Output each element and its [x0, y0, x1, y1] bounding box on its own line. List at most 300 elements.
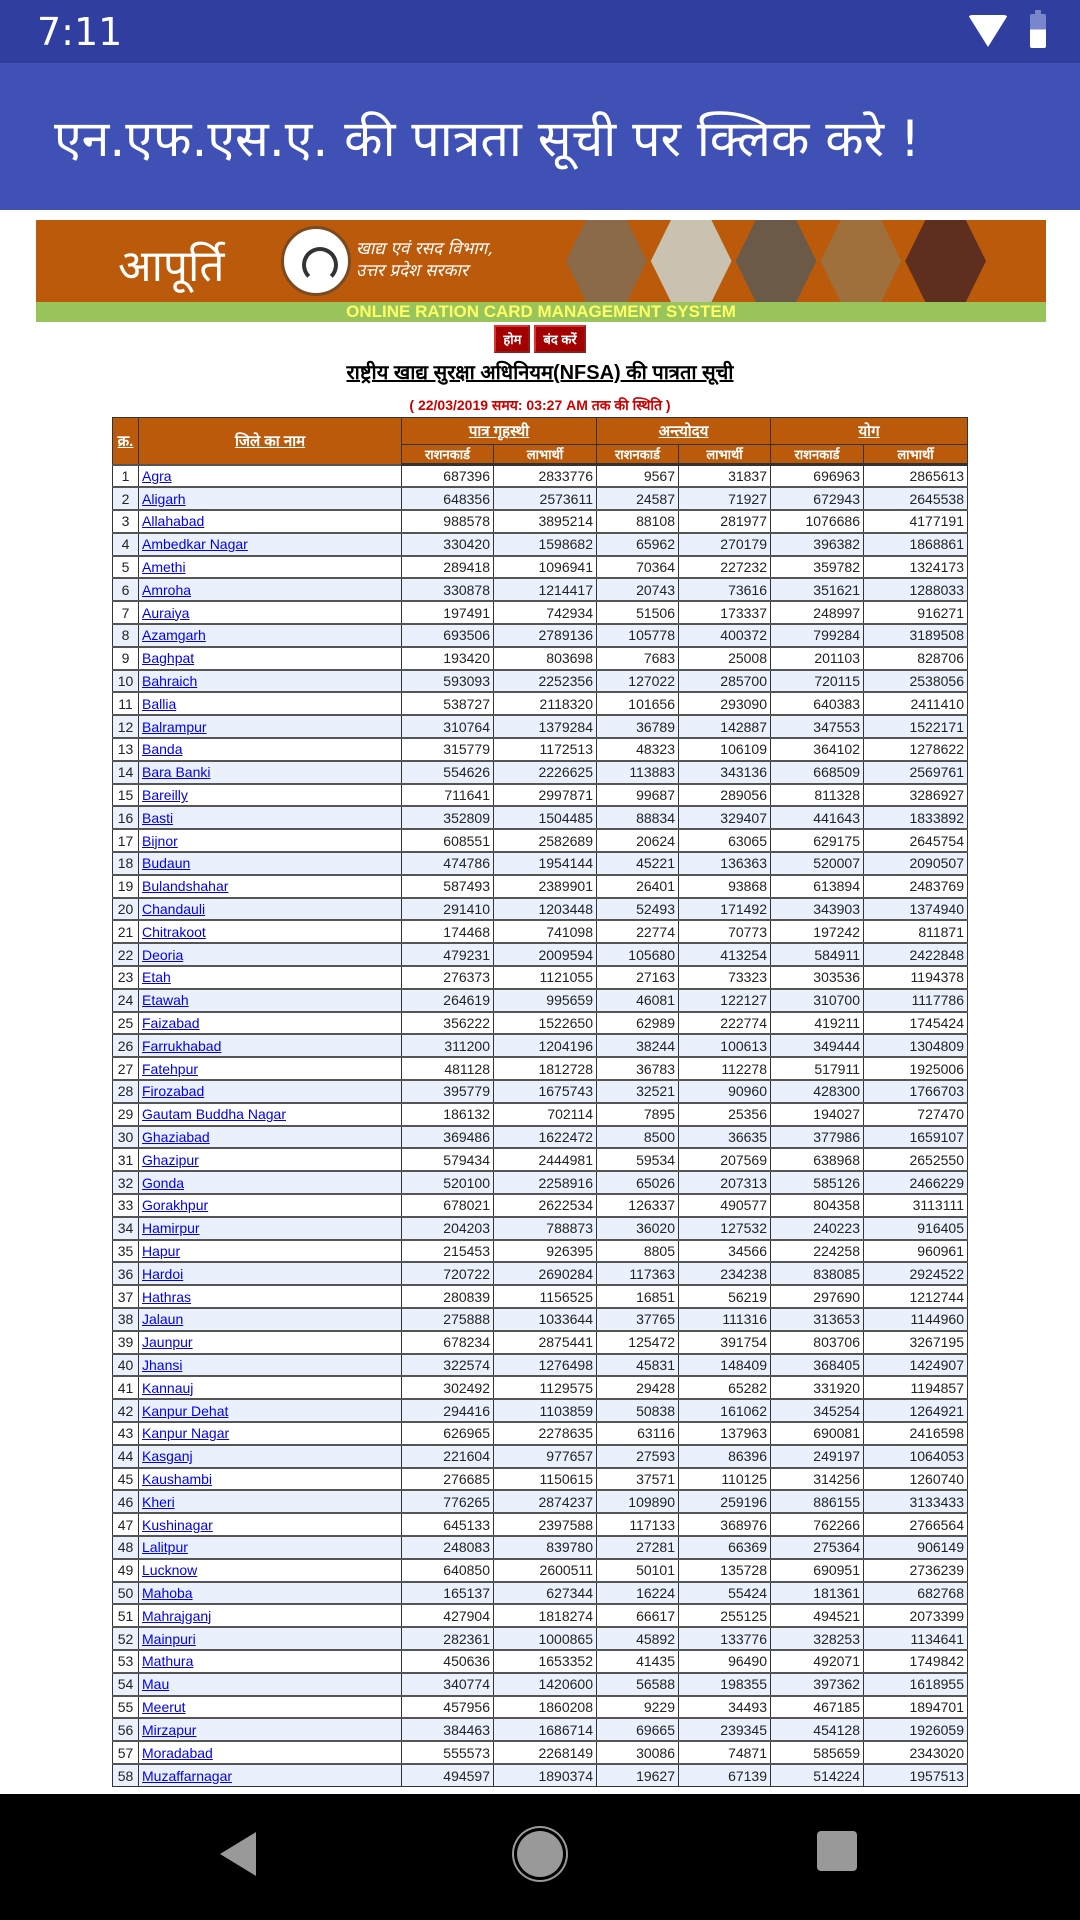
value-cell: 37765 — [597, 1308, 679, 1331]
value-cell: 397362 — [771, 1673, 864, 1696]
value-cell: 264619 — [402, 989, 494, 1012]
value-cell: 2073399 — [864, 1604, 968, 1627]
value-cell: 554626 — [402, 761, 494, 784]
value-cell: 45831 — [597, 1354, 679, 1377]
value-cell: 1749842 — [864, 1650, 968, 1673]
value-cell: 520007 — [771, 852, 864, 875]
table-row — [113, 829, 968, 852]
value-cell: 520100 — [402, 1171, 494, 1194]
district-link[interactable]: Jaunpur — [142, 1334, 193, 1351]
value-cell: 340774 — [402, 1673, 494, 1696]
row-number: 45 — [113, 1468, 139, 1491]
district-cell — [139, 1308, 402, 1331]
value-cell: 428300 — [771, 1080, 864, 1103]
value-cell: 579434 — [402, 1148, 494, 1171]
value-cell: 2483769 — [864, 875, 968, 898]
district-cell — [139, 465, 402, 488]
district-link[interactable]: Hathras — [142, 1288, 192, 1305]
value-cell: 593093 — [402, 670, 494, 693]
value-cell: 289418 — [402, 556, 494, 579]
value-cell: 2118320 — [494, 692, 597, 715]
close-button[interactable]: बंद करें — [534, 325, 585, 353]
value-cell: 297690 — [771, 1285, 864, 1308]
value-cell: 66617 — [597, 1604, 679, 1627]
district-link[interactable]: Amroha — [142, 581, 192, 598]
value-cell: 839780 — [494, 1536, 597, 1559]
banner-photo — [566, 220, 647, 302]
home-button[interactable]: होम — [494, 325, 530, 353]
district-cell — [139, 1285, 402, 1308]
value-cell: 275364 — [771, 1536, 864, 1559]
value-cell: 811871 — [864, 920, 968, 943]
row-number: 39 — [113, 1331, 139, 1354]
value-cell: 585126 — [771, 1171, 864, 1194]
district-link[interactable]: Banda — [142, 741, 183, 758]
value-cell: 803706 — [771, 1331, 864, 1354]
district-link[interactable]: Aligarh — [142, 490, 186, 507]
district-cell — [139, 738, 402, 761]
value-cell: 400372 — [679, 624, 771, 647]
value-cell: 328253 — [771, 1627, 864, 1650]
district-link[interactable]: Kannauj — [142, 1379, 194, 1396]
table-row — [113, 578, 968, 601]
value-cell: 364102 — [771, 738, 864, 761]
row-number: 55 — [113, 1696, 139, 1719]
value-cell: 240223 — [771, 1217, 864, 1240]
value-cell: 3113111 — [864, 1194, 968, 1217]
value-cell: 2422848 — [864, 943, 968, 966]
district-cell — [139, 1490, 402, 1513]
col-header-antyodaya: अन्त्योदय — [597, 418, 771, 445]
district-link[interactable]: Etawah — [142, 992, 189, 1009]
row-number: 47 — [113, 1513, 139, 1536]
row-number: 19 — [113, 875, 139, 898]
value-cell: 788873 — [494, 1217, 597, 1240]
value-cell: 359782 — [771, 556, 864, 579]
value-cell: 133776 — [679, 1627, 771, 1650]
status-icons — [968, 14, 1046, 48]
value-cell: 234238 — [679, 1262, 771, 1285]
value-cell: 8805 — [597, 1240, 679, 1263]
value-cell: 34566 — [679, 1240, 771, 1263]
col-header-total: योग — [771, 418, 968, 445]
value-cell: 1957513 — [864, 1764, 968, 1787]
row-number: 16 — [113, 806, 139, 829]
district-link[interactable]: Ghazipur — [142, 1151, 199, 1168]
value-cell: 330878 — [402, 578, 494, 601]
value-cell: 315779 — [402, 738, 494, 761]
value-cell: 194027 — [771, 1103, 864, 1126]
district-link[interactable]: Kheri — [142, 1493, 175, 1510]
value-cell: 135728 — [679, 1559, 771, 1582]
value-cell: 100613 — [679, 1034, 771, 1057]
value-cell: 2090507 — [864, 852, 968, 875]
district-cell — [139, 1034, 402, 1057]
value-cell: 377986 — [771, 1126, 864, 1149]
value-cell: 125472 — [597, 1331, 679, 1354]
value-cell: 481128 — [402, 1057, 494, 1080]
value-cell: 2833776 — [494, 465, 597, 488]
value-cell: 668509 — [771, 761, 864, 784]
value-cell: 396382 — [771, 533, 864, 556]
district-link[interactable]: Gorakhpur — [142, 1197, 209, 1214]
value-cell: 479231 — [402, 943, 494, 966]
value-cell: 117133 — [597, 1513, 679, 1536]
value-cell: 90960 — [679, 1080, 771, 1103]
value-cell: 50838 — [597, 1399, 679, 1422]
district-link[interactable]: Fatehpur — [142, 1060, 199, 1077]
value-cell: 555573 — [402, 1741, 494, 1764]
value-cell: 2645754 — [864, 829, 968, 852]
table-row — [113, 1262, 968, 1285]
value-cell: 7895 — [597, 1103, 679, 1126]
district-link[interactable]: Mathura — [142, 1653, 194, 1670]
nfsa-eligibility-table — [112, 417, 968, 1787]
row-number: 36 — [113, 1262, 139, 1285]
row-number: 2 — [113, 487, 139, 510]
value-cell: 2538056 — [864, 670, 968, 693]
value-cell: 173337 — [679, 601, 771, 624]
value-cell: 1925006 — [864, 1057, 968, 1080]
value-cell: 629175 — [771, 829, 864, 852]
col-header-district: जिले का नाम — [139, 418, 402, 465]
value-cell: 161062 — [679, 1399, 771, 1422]
table-row — [113, 601, 968, 624]
value-cell: 330420 — [402, 533, 494, 556]
district-link[interactable]: Bijnor — [142, 832, 178, 849]
table-row — [113, 1171, 968, 1194]
district-cell — [139, 1536, 402, 1559]
district-link[interactable]: Basti — [142, 809, 174, 826]
district-link[interactable]: Lalitpur — [142, 1539, 188, 1556]
district-link[interactable]: Budaun — [142, 855, 191, 872]
value-cell: 281977 — [679, 510, 771, 533]
value-cell: 127532 — [679, 1217, 771, 1240]
row-number: 14 — [113, 761, 139, 784]
row-number: 58 — [113, 1764, 139, 1787]
value-cell: 2875441 — [494, 1331, 597, 1354]
district-link[interactable]: Hamirpur — [142, 1220, 200, 1237]
value-cell: 690081 — [771, 1422, 864, 1445]
district-link[interactable]: Mahrajganj — [142, 1607, 212, 1624]
value-cell: 638968 — [771, 1148, 864, 1171]
table-row — [113, 989, 968, 1012]
district-link[interactable]: Kaushambi — [142, 1470, 213, 1487]
value-cell: 1150615 — [494, 1468, 597, 1491]
row-number: 54 — [113, 1673, 139, 1696]
value-cell: 1103859 — [494, 1399, 597, 1422]
value-cell: 384463 — [402, 1718, 494, 1741]
value-cell: 19627 — [597, 1764, 679, 1787]
banner-photos — [566, 220, 986, 302]
district-link[interactable]: Hardoi — [142, 1265, 184, 1282]
row-number: 21 — [113, 920, 139, 943]
table-row — [113, 510, 968, 533]
value-cell: 74871 — [679, 1741, 771, 1764]
district-cell — [139, 1445, 402, 1468]
value-cell: 25356 — [679, 1103, 771, 1126]
value-cell: 41435 — [597, 1650, 679, 1673]
row-number: 5 — [113, 556, 139, 579]
table-row — [113, 692, 968, 715]
row-number: 9 — [113, 647, 139, 670]
value-cell: 988578 — [402, 510, 494, 533]
value-cell: 136363 — [679, 852, 771, 875]
value-cell: 207313 — [679, 1171, 771, 1194]
district-link[interactable]: Bareilly — [142, 787, 188, 804]
value-cell: 310700 — [771, 989, 864, 1012]
value-cell: 291410 — [402, 898, 494, 921]
district-link[interactable]: Deoria — [142, 946, 184, 963]
value-cell: 45892 — [597, 1627, 679, 1650]
value-cell: 276373 — [402, 966, 494, 989]
value-cell: 926395 — [494, 1240, 597, 1263]
district-link[interactable]: Farrukhabad — [142, 1037, 222, 1054]
value-cell: 693506 — [402, 624, 494, 647]
value-cell: 197491 — [402, 601, 494, 624]
table-row — [113, 1559, 968, 1582]
district-link[interactable]: Ambedkar Nagar — [142, 536, 248, 553]
row-number: 38 — [113, 1308, 139, 1331]
value-cell: 2997871 — [494, 784, 597, 807]
district-cell — [139, 898, 402, 921]
value-cell: 46081 — [597, 989, 679, 1012]
value-cell: 2736239 — [864, 1559, 968, 1582]
table-row — [113, 966, 968, 989]
table-row — [113, 715, 968, 738]
row-number: 7 — [113, 601, 139, 624]
row-number: 23 — [113, 966, 139, 989]
district-link[interactable]: Kushinagar — [142, 1516, 213, 1533]
value-cell: 514224 — [771, 1764, 864, 1787]
value-cell: 9229 — [597, 1696, 679, 1719]
district-link[interactable]: Hapur — [142, 1242, 181, 1259]
value-cell: 122127 — [679, 989, 771, 1012]
table-row — [113, 1285, 968, 1308]
district-link[interactable]: Kanpur Nagar — [142, 1425, 230, 1442]
district-link[interactable]: Allahabad — [142, 513, 205, 530]
value-cell: 349444 — [771, 1034, 864, 1057]
value-cell: 20743 — [597, 578, 679, 601]
value-cell: 201103 — [771, 647, 864, 670]
district-link[interactable]: Etah — [142, 969, 171, 986]
value-cell: 2569761 — [864, 761, 968, 784]
district-link[interactable]: Lucknow — [142, 1562, 198, 1579]
district-link[interactable]: Baghpat — [142, 650, 195, 667]
value-cell: 73323 — [679, 966, 771, 989]
district-cell — [139, 989, 402, 1012]
value-cell: 811328 — [771, 784, 864, 807]
value-cell: 96490 — [679, 1650, 771, 1673]
banner-photo — [651, 220, 732, 302]
value-cell: 1214417 — [494, 578, 597, 601]
value-cell: 193420 — [402, 647, 494, 670]
value-cell: 1064053 — [864, 1445, 968, 1468]
table-row — [113, 898, 968, 921]
district-link[interactable]: Mirzapur — [142, 1721, 197, 1738]
district-link[interactable]: Chitrakoot — [142, 923, 206, 940]
value-cell: 62989 — [597, 1012, 679, 1035]
district-link[interactable]: Bara Banki — [142, 764, 211, 781]
value-cell: 2865613 — [864, 465, 968, 488]
district-link[interactable]: Firozabad — [142, 1083, 205, 1100]
row-number: 49 — [113, 1559, 139, 1582]
up-emblem-icon — [281, 226, 351, 296]
table-row — [113, 1331, 968, 1354]
value-cell: 4177191 — [864, 510, 968, 533]
banner-photo — [736, 220, 817, 302]
home-circle-icon[interactable] — [517, 1831, 563, 1877]
district-link[interactable]: Mau — [142, 1676, 170, 1693]
district-link[interactable]: Chandauli — [142, 901, 206, 918]
table-row — [113, 1604, 968, 1627]
value-cell: 2444981 — [494, 1148, 597, 1171]
value-cell: 310764 — [402, 715, 494, 738]
district-cell — [139, 1194, 402, 1217]
value-cell: 1504485 — [494, 806, 597, 829]
row-number: 40 — [113, 1354, 139, 1377]
table-row — [113, 943, 968, 966]
district-cell — [139, 1604, 402, 1627]
row-number: 42 — [113, 1399, 139, 1422]
district-cell — [139, 1582, 402, 1605]
value-cell: 2690284 — [494, 1262, 597, 1285]
value-cell: 221604 — [402, 1445, 494, 1468]
value-cell: 690951 — [771, 1559, 864, 1582]
nav-buttons — [0, 325, 1080, 353]
district-cell — [139, 943, 402, 966]
row-number: 56 — [113, 1718, 139, 1741]
row-number: 26 — [113, 1034, 139, 1057]
table-row — [113, 1718, 968, 1741]
district-link[interactable]: Mainpuri — [142, 1630, 196, 1647]
table-row — [113, 1627, 968, 1650]
back-icon[interactable] — [220, 1832, 256, 1876]
district-cell — [139, 1627, 402, 1650]
district-link[interactable]: Moradabad — [142, 1744, 213, 1761]
wifi-icon — [968, 15, 1008, 47]
value-cell: 171492 — [679, 898, 771, 921]
table-row — [113, 1513, 968, 1536]
row-number: 30 — [113, 1126, 139, 1149]
table-row — [113, 1582, 968, 1605]
value-cell: 2622534 — [494, 1194, 597, 1217]
district-link[interactable]: Bahraich — [142, 673, 198, 690]
district-cell — [139, 1012, 402, 1035]
value-cell: 427904 — [402, 1604, 494, 1627]
district-cell — [139, 1240, 402, 1263]
value-cell: 3895214 — [494, 510, 597, 533]
value-cell: 1194857 — [864, 1376, 968, 1399]
district-link[interactable]: Muzaffarnagar — [142, 1767, 233, 1784]
value-cell: 117363 — [597, 1262, 679, 1285]
district-link[interactable]: Faizabad — [142, 1015, 200, 1032]
value-cell: 56588 — [597, 1673, 679, 1696]
district-cell — [139, 1057, 402, 1080]
value-cell: 38244 — [597, 1034, 679, 1057]
value-cell: 52493 — [597, 898, 679, 921]
district-cell — [139, 806, 402, 829]
recent-apps-icon[interactable] — [817, 1831, 857, 1871]
district-link[interactable]: Ballia — [142, 695, 177, 712]
value-cell: 314256 — [771, 1468, 864, 1491]
value-cell: 227232 — [679, 556, 771, 579]
district-link[interactable]: Jalaun — [142, 1311, 184, 1328]
district-cell — [139, 578, 402, 601]
value-cell: 110125 — [679, 1468, 771, 1491]
district-link[interactable]: Azamgarh — [142, 627, 206, 644]
district-link[interactable]: Agra — [142, 467, 172, 484]
district-cell — [139, 487, 402, 510]
row-number: 13 — [113, 738, 139, 761]
value-cell: 1203448 — [494, 898, 597, 921]
value-cell: 3189508 — [864, 624, 968, 647]
table-row — [113, 1696, 968, 1719]
value-cell: 36789 — [597, 715, 679, 738]
value-cell: 1033644 — [494, 1308, 597, 1331]
value-cell: 106109 — [679, 738, 771, 761]
row-number: 15 — [113, 784, 139, 807]
value-cell: 467185 — [771, 1696, 864, 1719]
value-cell: 2268149 — [494, 1741, 597, 1764]
district-link[interactable]: Amethi — [142, 559, 186, 576]
value-cell: 799284 — [771, 624, 864, 647]
district-link[interactable]: Gonda — [142, 1174, 185, 1191]
value-cell: 1686714 — [494, 1718, 597, 1741]
value-cell: 494597 — [402, 1764, 494, 1787]
row-number: 11 — [113, 692, 139, 715]
district-cell — [139, 761, 402, 784]
row-number: 51 — [113, 1604, 139, 1627]
district-cell — [139, 601, 402, 624]
banner-photo — [905, 220, 986, 302]
value-cell: 391754 — [679, 1331, 771, 1354]
value-cell: 490577 — [679, 1194, 771, 1217]
value-cell: 112278 — [679, 1057, 771, 1080]
district-cell — [139, 1354, 402, 1377]
row-number: 17 — [113, 829, 139, 852]
district-link[interactable]: Bulandshahar — [142, 878, 229, 895]
value-cell: 71927 — [679, 487, 771, 510]
value-cell: 345254 — [771, 1399, 864, 1422]
value-cell: 73616 — [679, 578, 771, 601]
district-link[interactable]: Gautam Buddha Nagar — [142, 1106, 286, 1123]
district-link[interactable]: Auraiya — [142, 604, 190, 621]
district-link[interactable]: Balrampur — [142, 718, 207, 735]
value-cell: 275888 — [402, 1308, 494, 1331]
district-link[interactable]: Meerut — [142, 1698, 186, 1715]
district-link[interactable]: Ghaziabad — [142, 1129, 210, 1145]
value-cell: 63116 — [597, 1422, 679, 1445]
webview[interactable] — [0, 210, 1080, 1794]
district-link[interactable]: Mahoba — [142, 1584, 193, 1601]
district-link[interactable]: Jhansi — [142, 1356, 183, 1373]
value-cell: 26401 — [597, 875, 679, 898]
value-cell: 1000865 — [494, 1627, 597, 1650]
table-row — [113, 784, 968, 807]
district-cell — [139, 692, 402, 715]
value-cell: 1172513 — [494, 738, 597, 761]
value-cell: 239345 — [679, 1718, 771, 1741]
value-cell: 65962 — [597, 533, 679, 556]
value-cell: 1076686 — [771, 510, 864, 533]
table-row — [113, 1012, 968, 1035]
banner-photo — [820, 220, 901, 302]
value-cell: 280839 — [402, 1285, 494, 1308]
value-cell: 640850 — [402, 1559, 494, 1582]
district-link[interactable]: Kasganj — [142, 1448, 193, 1465]
district-link[interactable]: Kanpur Dehat — [142, 1402, 229, 1419]
